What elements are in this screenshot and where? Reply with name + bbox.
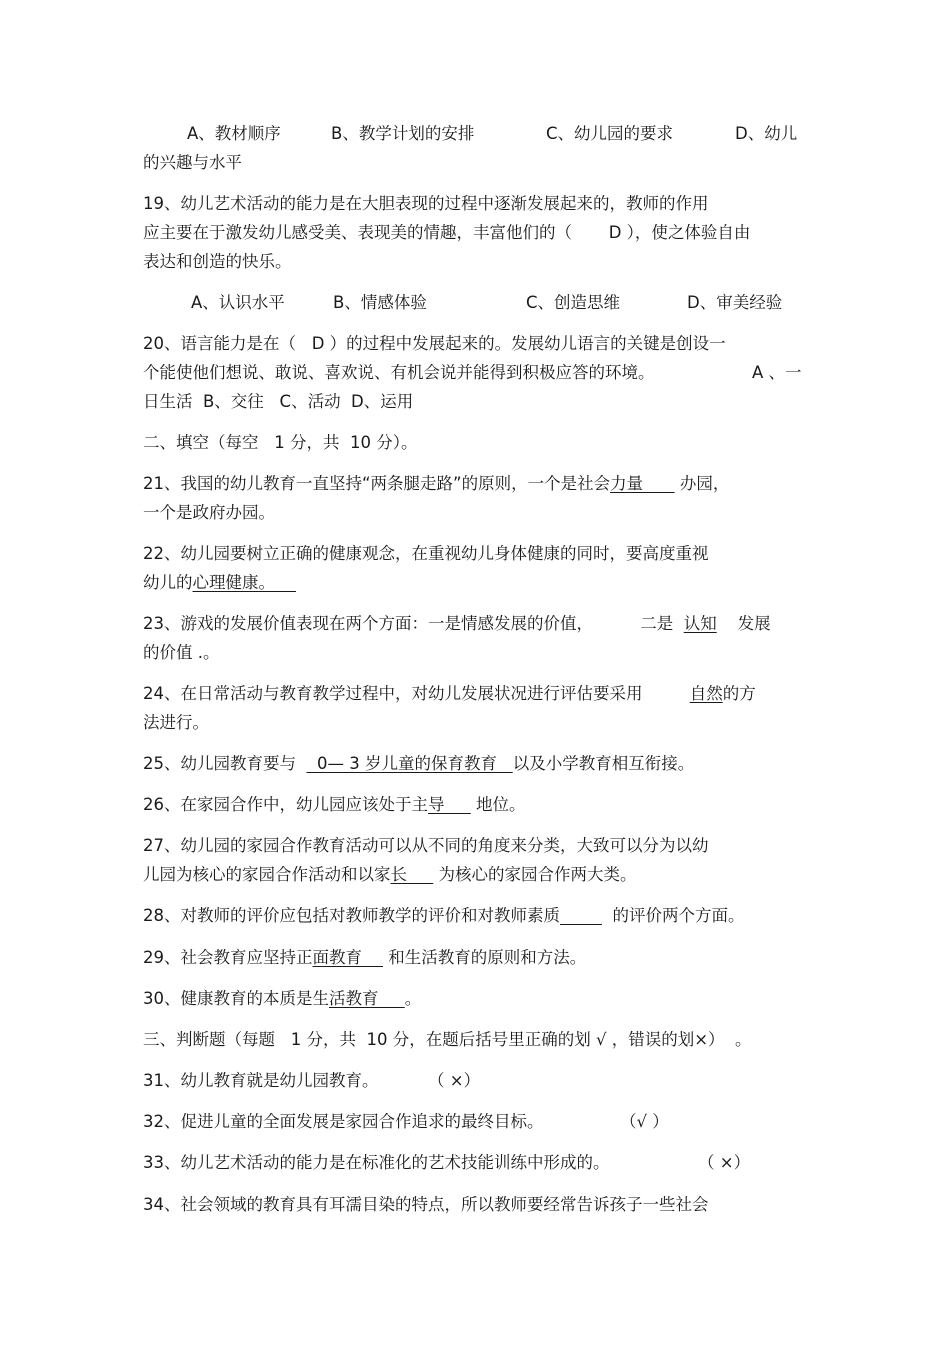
q28-answer-blank <box>560 906 602 925</box>
q25-answer: 0— 3 岁儿童的保育教育 <box>306 754 513 773</box>
q29-answer: 面教育 <box>312 948 383 967</box>
q31-mark: （ ×） <box>428 1071 481 1090</box>
q21-text-b: 办园， <box>674 474 730 493</box>
q32-line <box>143 1110 544 1134</box>
q28-text-b: 的评价两个方面。 <box>601 906 745 925</box>
q30-text-a: 30、健康教育的本质是生 <box>143 989 329 1008</box>
q23-text-b: 发展 <box>716 614 771 633</box>
q32-text: 32、促进儿童的全面发展是家园合作追求的最终目标。 <box>143 1112 544 1131</box>
q18-option-a: A、教材顺序 <box>187 124 281 143</box>
q18-option-d: D、幼儿 <box>735 124 798 143</box>
q19-option-d: D、审美经验 <box>687 293 783 312</box>
q18-option-c: C、幼儿园的要求 <box>546 124 674 143</box>
q23-line-2: 的价值 .。 <box>143 643 220 662</box>
q23-text-a: 23、游戏的发展价值表现在两个方面：一是情感发展的价值， 二是 <box>143 614 684 633</box>
q27-text-b: 为核心的家园合作两大类。 <box>433 865 637 884</box>
q22-line-1: 22、幼儿园要树立正确的健康观念，在重视幼儿身体健康的同时，要高度重视 <box>143 544 709 563</box>
q20-option-a: A 、一 <box>752 363 802 382</box>
section-2-heading: 二、填空（每空 1 分，共 10 分）。 <box>143 433 418 452</box>
q27-text-a: 儿园为核心的家园合作活动和以家 <box>143 865 391 884</box>
q30-line-1 <box>143 987 421 1011</box>
q21-line-1 <box>143 472 729 496</box>
q25-text-b: 以及小学教育相互衔接。 <box>512 754 695 773</box>
q33-text: 33、幼儿艺术活动的能力是在标准化的艺术技能训练中形成的。 <box>143 1153 610 1172</box>
q24-text-a: 24、在日常活动与教育教学过程中，对幼儿发展状况进行评估要采用 <box>143 684 690 703</box>
q20-line-3: 日生活 B、交往 C、活动 D、运用 <box>143 392 414 411</box>
q27-answer: 长 <box>390 865 434 884</box>
q31-text: 31、幼儿教育就是幼儿园教育。 <box>143 1071 379 1090</box>
q21-line-2: 一个是政府办园。 <box>143 503 275 522</box>
q19-line-3: 表达和创造的快乐。 <box>143 252 292 271</box>
q26-text-b: 地位。 <box>470 795 526 814</box>
q19-option-b: B、情感体验 <box>333 293 427 312</box>
q26-line-1 <box>143 793 525 817</box>
q19-option-c: C、创造思维 <box>526 293 621 312</box>
q22-text-a: 幼儿的 <box>143 573 193 592</box>
q19-option-a: A、认识水平 <box>191 293 285 312</box>
q33-mark: （ ×） <box>698 1153 751 1172</box>
q28-line-1 <box>143 904 744 928</box>
q25-line-1 <box>143 752 694 776</box>
q29-text-b: 和生活教育的原则和方法。 <box>382 948 587 967</box>
q29-line-1 <box>143 946 586 970</box>
section-3-heading: 三、判断题（每题 1 分，共 10 分，在题后括号里正确的划 √ ，错误的划×） 。 <box>143 1030 752 1049</box>
q19-line-2: 应主要在于激发幼儿感受美、表现美的情趣，丰富他们的（ D ），使之体验自由 <box>143 223 751 242</box>
q19-line-1: 19、幼儿艺术活动的能力是在大胆表现的过程中逐渐发展起来的，教师的作用 <box>143 194 709 213</box>
q20-line-2: 个能使他们想说、敢说、喜欢说、有机会说并能得到积极应答的环境。 <box>143 363 655 382</box>
q22-line-2 <box>143 571 296 595</box>
q33-line <box>143 1151 610 1175</box>
q29-text-a: 29、社会教育应坚持正 <box>143 948 313 967</box>
q21-answer: 力量 <box>610 474 675 493</box>
q24-text-b: 的方 <box>722 684 756 703</box>
q30-answer: 活教育 <box>329 989 405 1008</box>
q22-answer: 心理健康。 <box>192 573 296 592</box>
q28-text-a: 28、对教师的评价应包括对教师教学的评价和对教师素质 <box>143 906 560 925</box>
q23-line-1 <box>143 612 771 636</box>
q27-line-1: 27、幼儿园的家园合作教育活动可以从不同的角度来分类，大致可以分为以幼 <box>143 836 709 855</box>
q24-line-1 <box>143 682 756 706</box>
q24-line-2: 法进行。 <box>143 713 209 732</box>
q21-text-a: 21、我国的幼儿教育一直坚持“两条腿走路”的原则，一个是社会 <box>143 474 611 493</box>
q18-option-b: B、教学计划的安排 <box>331 124 475 143</box>
q18-option-d-continued: 的兴趣与水平 <box>143 153 242 172</box>
q31-line <box>143 1069 379 1093</box>
q20-line-1: 20、语言能力是在（ D ）的过程中发展起来的。发展幼儿语言的关键是创设一 <box>143 334 726 353</box>
q27-line-2 <box>143 863 636 887</box>
q25-text-a: 25、幼儿园教育要与 <box>143 754 307 773</box>
q23-answer: 认知 <box>683 614 717 633</box>
q34-line-1: 34、社会领域的教育具有耳濡目染的特点，所以教师要经常告诉孩子一些社会 <box>143 1195 709 1214</box>
q26-answer: 导 <box>428 795 471 814</box>
q24-answer: 自然 <box>689 684 723 703</box>
q30-text-b: 。 <box>404 989 422 1008</box>
q32-mark: （√ ） <box>620 1112 669 1131</box>
q26-text-a: 26、在家园合作中，幼儿园应该处于主 <box>143 795 428 814</box>
